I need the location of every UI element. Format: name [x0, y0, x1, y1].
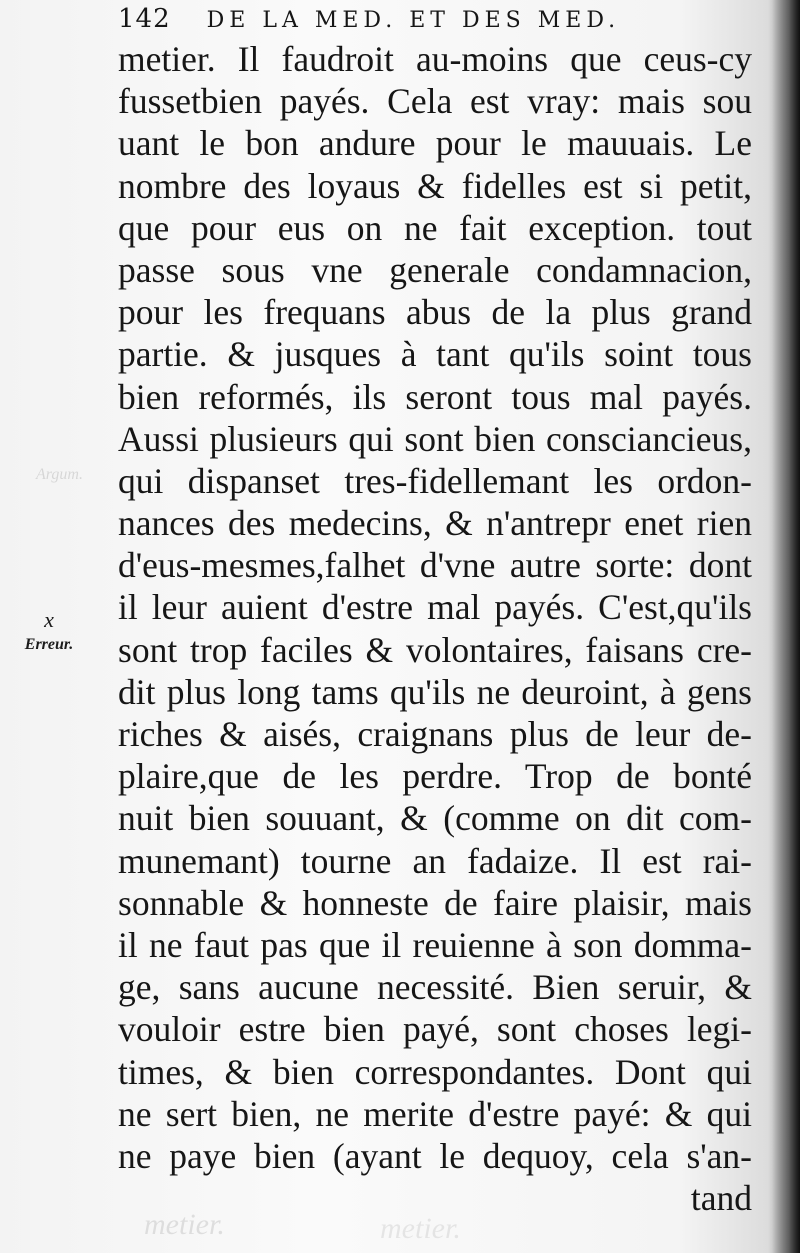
text-line: passe sous vne generale condamnacion,	[118, 249, 752, 290]
text-line: times, & bien correspondantes. Dont qui	[118, 1051, 752, 1092]
running-head	[118, 4, 620, 34]
show-through-text: metier.	[144, 1208, 225, 1241]
show-through-text: metier.	[380, 1212, 461, 1245]
text-line: sont trop faciles & volontaires, faisans cre-	[118, 629, 752, 670]
text-line: d'eus-mesmes,falhet d'vne autre sorte: dont	[118, 545, 752, 586]
running-title: DE LA MED. ET DES MED.	[206, 8, 621, 33]
margin-note-word: Erreur.	[24, 636, 74, 653]
text-line: uant le bon andure pour le mauuais. Le	[118, 123, 752, 164]
text-line: nombre des loyaus & fidelles est si petit,	[118, 165, 752, 206]
text-line: pour les frequans abus de la plus grand	[118, 292, 752, 333]
text-line: nuit bien souuant, & (comme on dit com-	[118, 798, 752, 839]
text-line: que pour eus on ne fait exception. tout	[118, 207, 752, 248]
text-line: vouloir estre bien payé, sont choses legi-	[118, 1009, 752, 1050]
text-line: sonnable & honneste de faire plaisir, mais	[118, 882, 752, 923]
text-line: metier. Il faudroit au-moins que ceus-cy	[118, 39, 752, 79]
page-number: 142	[118, 4, 171, 34]
text-line: Aussi plusieurs qui sont bien consciancieus,	[118, 418, 752, 459]
text-line: riches & aisés, craignans plus de leur de-	[118, 714, 752, 754]
margin-note-mark: x	[44, 607, 54, 632]
text-line: partie. & jusques à tant qu'ils soint tous	[118, 334, 752, 375]
text-line: ne paye bien (ayant le dequoy, cela s'an-	[118, 1135, 752, 1176]
text-line: bien reformés, ils seront tous mal payés.	[118, 376, 752, 417]
text-line: plaire,que de les perdre. Trop de bonté	[118, 756, 752, 797]
text-line: il ne faut pas que il reuienne à son domma-	[118, 924, 752, 965]
catchword: tand	[690, 1178, 752, 1219]
text-line: qui dispanset tres-fidellemant les ordon-	[118, 460, 752, 501]
page-edge-shadow	[772, 0, 800, 1253]
show-through-text: Argum.	[36, 466, 83, 483]
text-line: dit plus long tams qu'ils ne deuroint, à gens	[118, 671, 752, 712]
text-block	[118, 38, 752, 1219]
text-line: munemant) tourne an fadaize. Il est rai-	[118, 840, 752, 881]
text-line: ge, sans aucune necessité. Bien seruir, &	[118, 967, 752, 1008]
text-line: il leur auient d'estre mal payés. C'est,qu'ils	[118, 587, 752, 628]
text-line: nances des medecins, & n'antrepr enet rien	[118, 503, 752, 544]
text-line: ne sert bien, ne merite d'estre payé: & qui	[118, 1093, 752, 1134]
text-line: fussetbien payés. Cela est vray: mais sou	[118, 81, 752, 122]
